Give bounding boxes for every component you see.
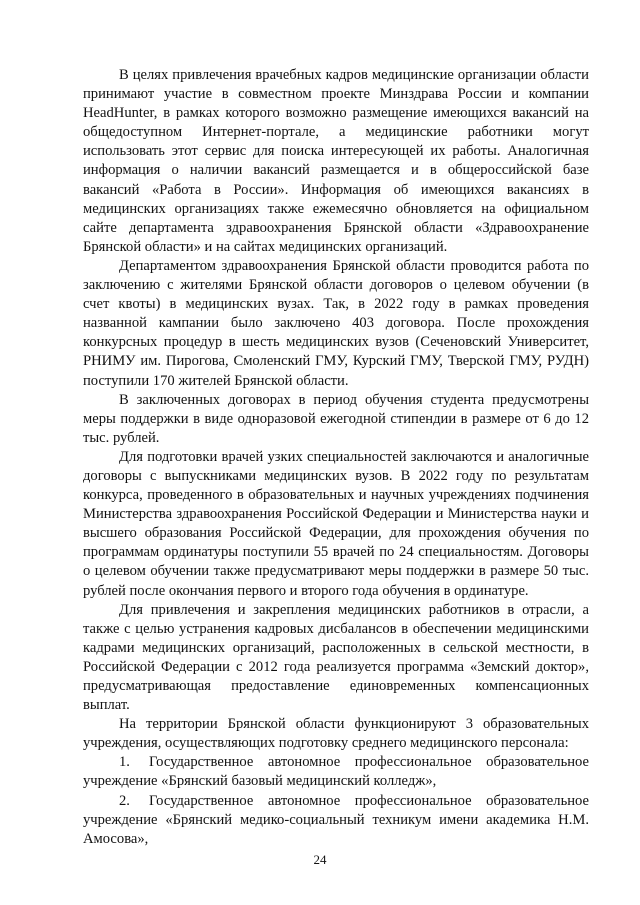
paragraph-zemsky-doctor: Для привлечения и закрепления медицинских работников в отрасли, а также с целью устранения кадровых дисбалансов в обеспечении медицинскими кадрами медицинских организаций, расположенных в сельской местности, в Российской Федерации с 2012 года реализуется программа «Земский доктор», предусматривающая предоставление единовременных компенсационных выплат.: [83, 601, 589, 714]
page-number: 24: [313, 852, 327, 867]
paragraph-targeted-training: Департаментом здравоохранения Брянской области проводится работа по заключению с жителями Брянской области договоров о целевом обучении (в счет квоты) в медицинских вузах. Так, в 2022 году в рамках проведения названной кампании было заключено 403 договора. После прохождения конкурсных процедур в шесть медицинских вузов (Сеченовский Университет, РНИМУ им. Пирогова, Смоленский ГМУ, Курский ГМУ, Тверской ГМУ, РУДН) поступили 170 жителей Брянской области.: [83, 257, 589, 389]
document-body: [83, 66, 589, 849]
list-item: [83, 753, 589, 791]
paragraph-hr-vacancies: В целях привлечения врачебных кадров медицинские организации области принимают участие в совместном проекте Минздрава России и компании HeadHunter, в рамках которого возможно размещение имеющихся вакансий на общедоступном Интернет-портале, а медицинские работники могут использовать этот сервис для поиска интересующей их работы. Аналогичная информация о наличии вакансий размещается и в общероссийской базе вакансий «Работа в России». Информация об имеющихся вакансиях в медицинских организациях также ежемесячно обновляется на официальном сайте департамента здравоохранения Брянской области «Здравоохранение Брянской области» и на сайтах медицинских организаций.: [83, 67, 589, 255]
list-item-number: 1.: [119, 754, 130, 771]
paragraph-student-support: В заключенных договорах в период обучения студента предусмотрены меры поддержки в виде одноразовой ежегодной стипендии в размере от 6 до 12 тыс. рублей.: [83, 391, 589, 446]
list-item-text: Государственное автономное профессиональное образовательное учреждение «Брянский медико-социальный техникум имени академика Н.М. Амосова»,: [83, 792, 589, 847]
list-item-number: 2.: [119, 792, 130, 809]
paragraph-educational-institutions: На территории Брянской области функционируют 3 образовательных учреждения, осуществляющих подготовку среднего медицинского персонала:: [83, 716, 589, 752]
list-item: [83, 792, 589, 849]
paragraph-residency: Для подготовки врачей узких специальностей заключаются и аналогичные договоры с выпускниками медицинских вузов. В 2022 году по результатам конкурса, проведенного в образовательных и научных учреждениях подчинения Министерства здравоохранения Российской Федерации и Министерства науки и высшего образования Российской Федерации, для прохождения обучения по программам ординатуры поступили 55 врачей по 24 специальностям. Договоры о целевом обучении также предусматривают меры поддержки в размере 50 тыс. рублей после окончания первого и второго года обучения в ординатуре.: [83, 448, 589, 599]
list-item-text: Государственное автономное профессиональное образовательное учреждение «Брянский базовый медицинский колледж»,: [83, 754, 589, 790]
